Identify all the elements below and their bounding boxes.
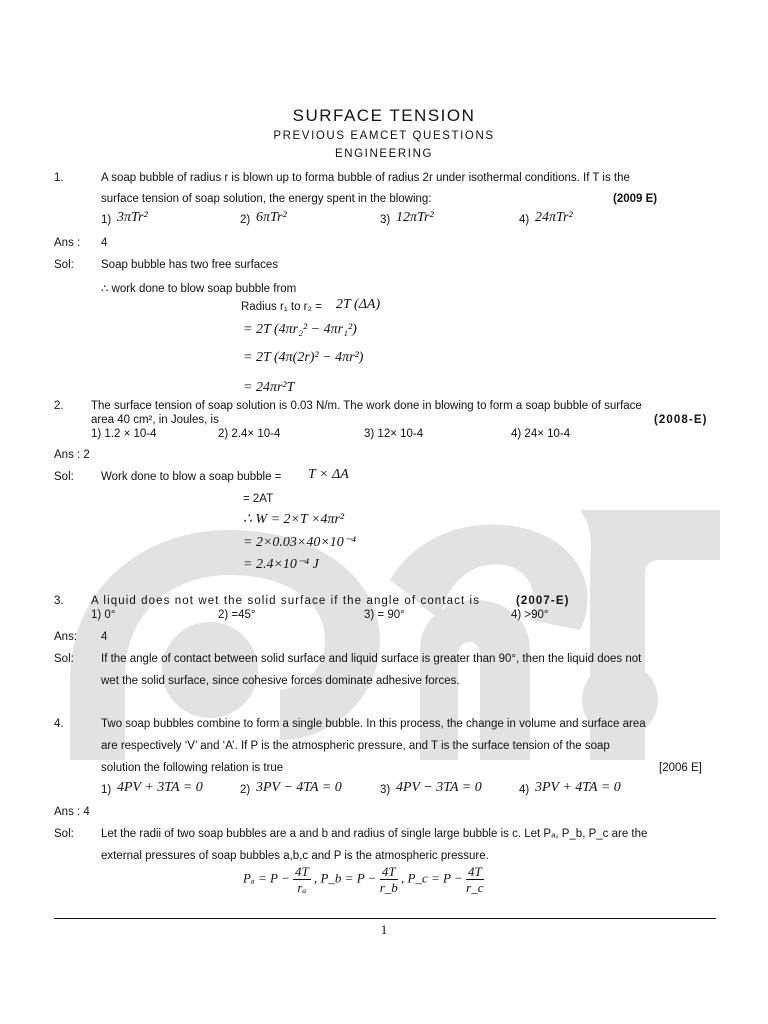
solution-text: If the angle of contact between solid surface and liquid surface is greater than 90°, then the liquid does not (101, 653, 642, 665)
equation: 2T (ΔA) (336, 297, 381, 312)
question-text: A liquid does not wet the solid surface if the angle of contact is (91, 595, 481, 607)
equation: ∴ W = 2×T ×4πr² (243, 512, 345, 527)
question-text: surface tension of soap solution, the energy spent in the blowing: (101, 193, 432, 205)
option-number: 4) (519, 214, 530, 226)
option-value: 3πTr² (117, 210, 148, 225)
question-text: solution the following relation is true (101, 762, 284, 774)
equation: = 2AT (243, 493, 274, 505)
equation-pa: Pₐ = P − (243, 870, 290, 886)
fraction (466, 864, 484, 895)
option: 4) >90° (511, 609, 549, 621)
solution-label: Sol: (54, 259, 74, 271)
option-number: 2) (240, 214, 251, 226)
answer-value: 4 (101, 237, 108, 249)
question-text: Two soap bubbles combine to form a single bubble. In this process, the change in volume and surface area (101, 718, 646, 730)
option-value: 3PV + 4TA = 0 (535, 780, 621, 795)
solution-label: Sol: (54, 471, 74, 483)
option-value: 4PV − 3TA = 0 (396, 780, 482, 795)
option: 3) = 90° (364, 609, 405, 621)
answer-label: Ans: (54, 631, 78, 643)
equation: = 2.4×10⁻⁴ J (243, 557, 319, 572)
pressure-equations (243, 864, 484, 895)
equation-pb: , P_b = P − (313, 870, 377, 886)
question-number: 3. (54, 595, 64, 607)
equation: = 24πr²T (243, 380, 295, 395)
option-value: 24πTr² (535, 210, 573, 225)
option-number: 3) (380, 784, 391, 796)
option-number: 3) (380, 214, 391, 226)
option-number: 2) (240, 784, 251, 796)
page-subtitle: PREVIOUS EAMCET QUESTIONS (273, 130, 495, 142)
option: 3) 12× 10-4 (364, 428, 424, 440)
equation: T × ΔA (308, 467, 349, 482)
page-title: SURFACE TENSION (292, 106, 476, 125)
question-text: The surface tension of soap solution is 0.03 N/m. The work done in blowing to form a soap bubble of surface (91, 400, 642, 412)
answer-value: 4 (101, 631, 108, 643)
equation: = 2T (4π(2r)² − 4πr²) (243, 350, 364, 365)
question-text: area 40 cm², in Joules, is (91, 414, 219, 426)
solution-text: Soap bubble has two free surfaces (101, 259, 279, 271)
solution-label: Sol: (54, 653, 74, 665)
option: 2) 2.4× 10-4 (218, 428, 281, 440)
fraction-numerator: 4T (295, 864, 309, 879)
equation: = 2T (4πr₂² − 4πr₁²) (243, 322, 357, 337)
solution-text: wet the solid surface, since cohesive forces dominate adhesive forces. (101, 675, 460, 687)
answer-label: Ans : 2 (54, 449, 90, 461)
question-year: [2006 E] (659, 762, 702, 774)
fraction (293, 864, 311, 895)
answer-label: Ans : 4 (54, 806, 90, 818)
footer-divider (54, 918, 716, 919)
option-value: 3PV − 4TA = 0 (256, 780, 342, 795)
fraction-numerator: 4T (467, 864, 482, 879)
solution-text: Let the radii of two soap bubbles are a and b and radius of single large bubble is c. Let Pₐ, P_b, P_c are the (101, 828, 648, 840)
solution-text: Work done to blow a soap bubble = (101, 471, 282, 483)
question-year: (2008-E) (654, 414, 708, 426)
question-year: (2007-E) (516, 595, 570, 607)
option: 2) =45° (218, 609, 256, 621)
option-value: 12πTr² (396, 210, 434, 225)
option-number: 1) (101, 784, 112, 796)
fraction-numerator: 4T (380, 864, 398, 880)
question-text: are respectively ‘V’ and ‘A’. If P is the atmospheric pressure, and T is the surface tension of the soap (101, 740, 610, 752)
page-number: 1 (380, 922, 388, 937)
question-number: 4. (54, 718, 64, 730)
option: 1) 0° (91, 609, 116, 621)
solution-text: ∴ work done to blow soap bubble from (101, 283, 297, 295)
equation-pc: , P_c = P − (401, 870, 463, 886)
question-number: 2. (54, 400, 64, 412)
answer-label: Ans : (54, 237, 81, 249)
option: 1) 1.2 × 10-4 (91, 428, 157, 440)
fraction-denominator: r_c (466, 880, 484, 895)
fraction-denominator: r_b (379, 880, 398, 895)
option-number: 4) (519, 784, 530, 796)
question-year: (2009 E) (613, 193, 658, 205)
solution-label: Sol: (54, 828, 74, 840)
fraction (380, 864, 398, 895)
equation-label: Radius r₁ to r₂ = (241, 301, 322, 313)
option-value: 4PV + 3TA = 0 (117, 780, 203, 795)
fraction-denominator: rₐ (297, 880, 307, 895)
question-text: A soap bubble of radius r is blown up to forma bubble of radius 2r under isothermal conditions. If T is the (101, 172, 630, 184)
equation: = 2×0.03×40×10⁻⁴ (243, 535, 357, 550)
stream-label: ENGINEERING (334, 148, 434, 160)
question-number: 1. (54, 172, 64, 184)
solution-text: external pressures of soap bubbles a,b,c and P is the atmospheric pressure. (101, 850, 489, 862)
option-value: 6πTr² (256, 210, 287, 225)
option-number: 1) (101, 214, 112, 226)
option: 4) 24× 10-4 (511, 428, 571, 440)
